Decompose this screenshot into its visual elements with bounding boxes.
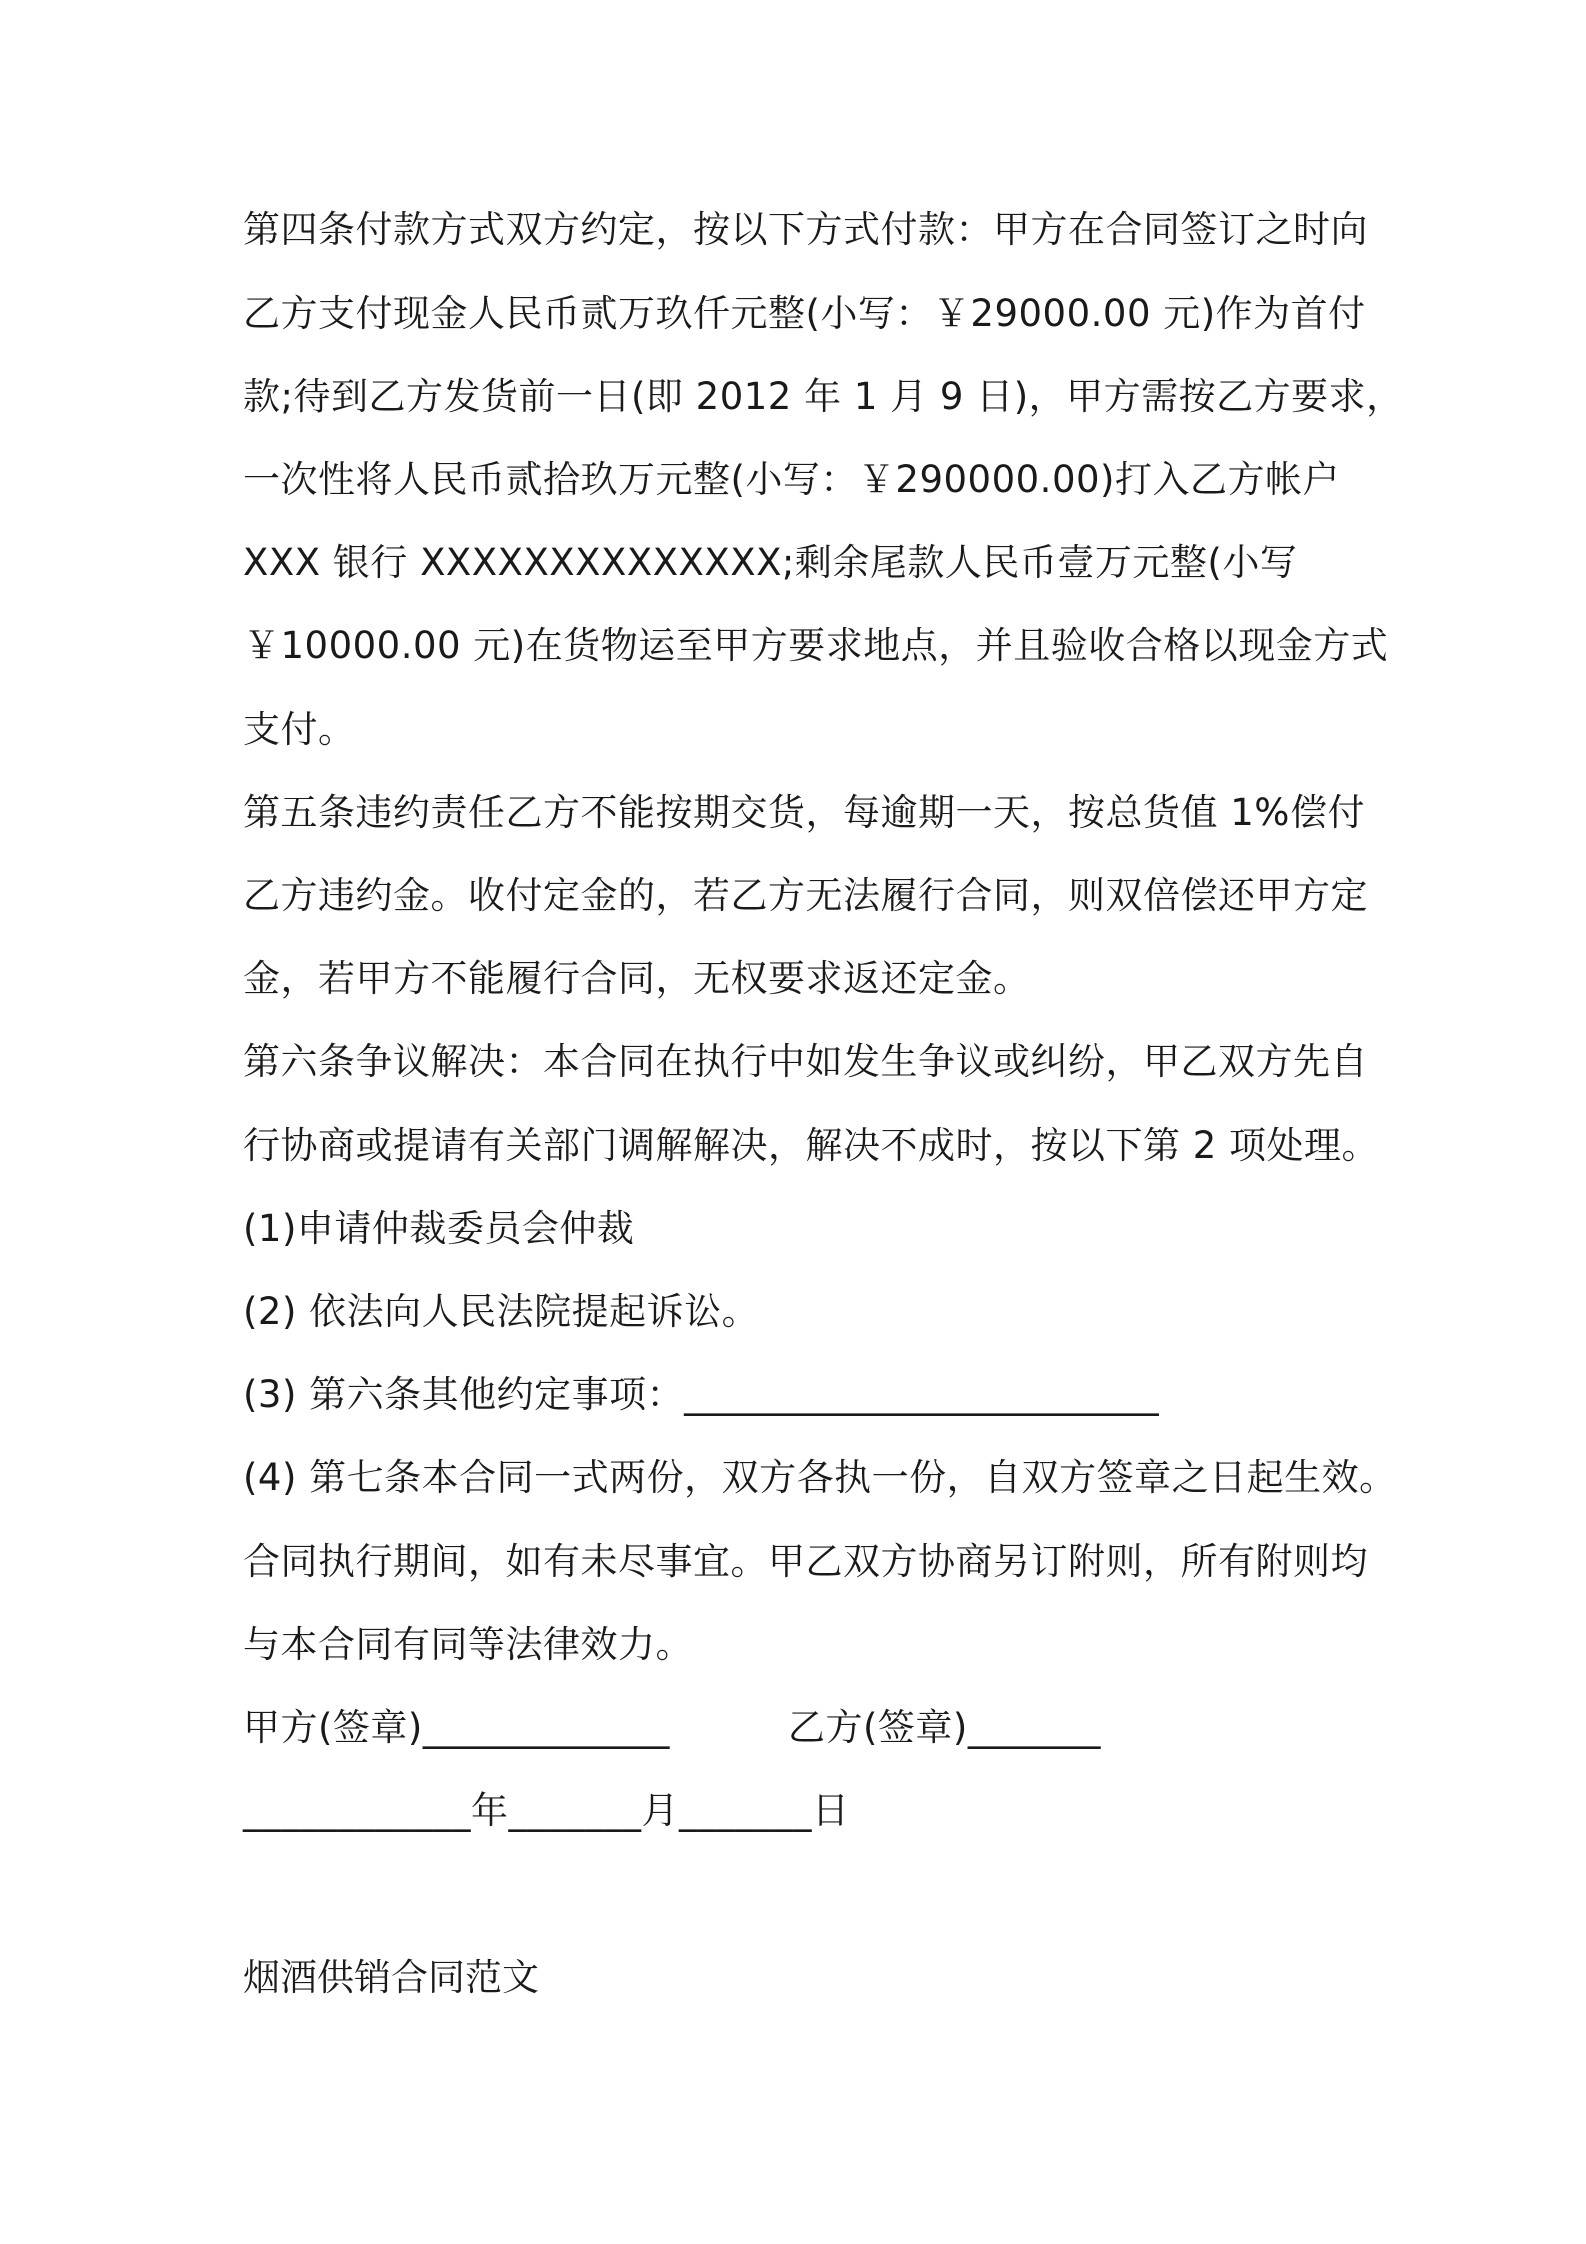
article4-line-6: ￥10000.00 元)在货物运至甲方要求地点，并且验收合格以现金方式 — [243, 624, 1389, 667]
article5-line-2: 乙方违约金。收付定金的，若乙方无法履行合同，则双倍偿还甲方定 — [243, 874, 1368, 917]
article4-line-1: 第四条付款方式双方约定，按以下方式付款：甲方在合同签订之时向 — [243, 208, 1368, 251]
article5-line-3: 金，若甲方不能履行合同，无权要求返还定金。 — [243, 957, 1031, 1000]
article6-line-2: 行协商或提请有关部门调解解决，解决不成时，按以下第 2 项处理。 — [243, 1124, 1380, 1167]
signature-date: ____________年_______月_______日 — [243, 1789, 850, 1832]
article4-line-5: XXX 银行 XXXXXXXXXXXXXX;剩余尾款人民币壹万元整(小写 — [243, 541, 1298, 584]
article4-line-7: 支付。 — [243, 708, 356, 751]
article7-line-3: 与本合同有同等法律效力。 — [243, 1623, 693, 1666]
article7-line-1: (4) 第七条本合同一式两份，双方各执一份，自双方签章之日起生效。 — [243, 1456, 1397, 1499]
article7-line-2: 合同执行期间，如有未尽事宜。甲乙双方协商另订附则，所有附则均 — [243, 1540, 1368, 1583]
next-document-title: 烟酒供销合同范文 — [243, 1956, 539, 1999]
article6-line-1: 第六条争议解决：本合同在执行中如发生争议或纠纷，甲乙双方先自 — [243, 1040, 1368, 1083]
article6-item-2: (2) 依法向人民法院提起诉讼。 — [243, 1290, 760, 1333]
article4-line-4: 一次性将人民币贰拾玖万元整(小写：￥290000.00)打入乙方帐户 — [243, 458, 1340, 501]
article6-item-1: (1)申请仲裁委员会仲裁 — [243, 1207, 635, 1250]
party-a-signature: 甲方(签章)_____________ — [243, 1706, 670, 1749]
article4-line-3: 款;待到乙方发货前一日(即 2012 年 1 月 9 日)，甲方需按乙方要求， — [243, 375, 1404, 418]
article6-item-3: (3) 第六条其他约定事项：_________________________ — [243, 1373, 1160, 1416]
party-b-signature: 乙方(签章)_______ — [788, 1706, 1101, 1749]
article5-line-1: 第五条违约责任乙方不能按期交货，每逾期一天，按总货值 1%偿付 — [243, 791, 1365, 834]
article4-line-2: 乙方支付现金人民币贰万玖仟元整(小写：￥29000.00 元)作为首付 — [243, 292, 1366, 335]
